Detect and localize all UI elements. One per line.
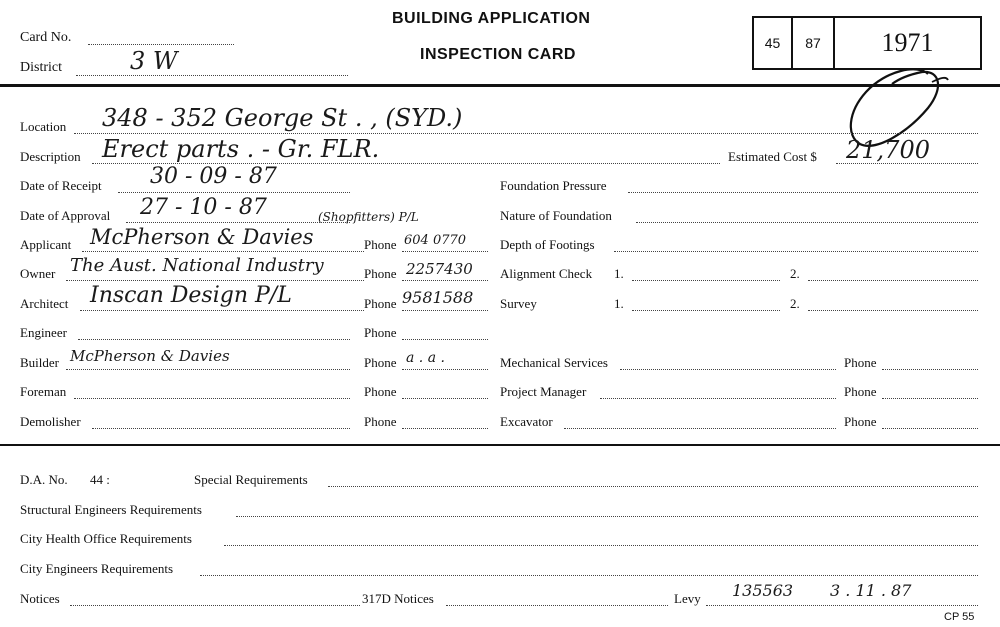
ref-box-2 <box>793 18 835 68</box>
levy-date: 3 . 11 . 87 <box>830 581 912 600</box>
levy-field[interactable] <box>706 605 978 606</box>
applicant-phone-label: Phone <box>364 237 397 252</box>
date-of-receipt-field[interactable] <box>118 192 350 193</box>
applicant-value: McPherson & Davies <box>90 225 314 249</box>
ref-box-3 <box>835 18 980 68</box>
engineer-field[interactable] <box>78 339 350 340</box>
levy-label: Levy <box>674 591 701 606</box>
city-engineers-label: City Engineers Requirements <box>20 561 174 576</box>
location-label: Location <box>20 119 67 134</box>
page-title-line1: BUILDING APPLICATION <box>392 10 591 27</box>
builder-value: McPherson & Davies <box>70 347 230 365</box>
alignment-check-label: Alignment Check <box>500 266 593 281</box>
date-of-receipt-label: Date of Receipt <box>20 178 102 193</box>
ref-box-1-value: 45 <box>764 35 781 51</box>
architect-field[interactable] <box>80 310 364 311</box>
special-requirements-field[interactable] <box>328 486 978 487</box>
levy-value: 135563 <box>732 581 794 600</box>
ref-box-3-value: 1971 <box>881 28 934 57</box>
location-field[interactable] <box>74 133 978 134</box>
applicant-note: (Shopfitters) P/L <box>318 210 419 224</box>
section-divider <box>0 444 1000 446</box>
date-of-approval-field[interactable] <box>126 222 350 223</box>
da-no-label: D.A. No. <box>20 472 68 487</box>
project-manager-phone-label: Phone <box>844 384 877 399</box>
foreman-label: Foreman <box>20 384 67 399</box>
mechanical-services-label: Mechanical Services <box>500 355 608 370</box>
mechanical-phone-label: Phone <box>844 355 877 370</box>
architect-label: Architect <box>20 296 69 311</box>
survey-label: Survey <box>500 296 537 311</box>
notices-317d-field[interactable] <box>446 605 668 606</box>
foreman-phone-label: Phone <box>364 384 397 399</box>
excavator-phone-field[interactable] <box>882 428 978 429</box>
owner-value: The Aust. National Industry <box>70 255 324 276</box>
notices-label: Notices <box>20 591 60 606</box>
special-requirements-label: Special Requirements <box>194 472 308 487</box>
owner-phone-value: 2257430 <box>406 260 473 278</box>
demolisher-phone-label: Phone <box>364 414 397 429</box>
engineer-phone-label: Phone <box>364 325 397 340</box>
applicant-phone-value: 604 0770 <box>404 233 467 248</box>
applicant-field[interactable] <box>82 251 364 252</box>
survey-num2: 2. <box>790 296 800 311</box>
engineer-phone-field[interactable] <box>402 339 488 340</box>
owner-label: Owner <box>20 266 56 281</box>
owner-field[interactable] <box>66 280 364 281</box>
date-of-approval-label: Date of Approval <box>20 208 111 223</box>
demolisher-label: Demolisher <box>20 414 81 429</box>
applicant-phone-field[interactable] <box>402 251 488 252</box>
card-no-label: Card No. <box>20 30 72 45</box>
city-health-field[interactable] <box>224 545 978 546</box>
card-no-field[interactable] <box>88 44 234 45</box>
nature-of-foundation-label: Nature of Foundation <box>500 208 612 223</box>
ref-box-1 <box>754 18 793 68</box>
builder-label: Builder <box>20 355 59 370</box>
project-manager-label: Project Manager <box>500 384 587 399</box>
foreman-field[interactable] <box>74 398 350 399</box>
engineer-label: Engineer <box>20 325 67 340</box>
applicant-label: Applicant <box>20 237 72 252</box>
depth-of-footings-field[interactable] <box>614 251 978 252</box>
builder-phone-value: a . a . <box>406 350 445 366</box>
foundation-pressure-field[interactable] <box>628 192 978 193</box>
estimated-cost-value: 21,700 <box>846 136 930 164</box>
da-no-value: 44 : <box>90 472 110 487</box>
survey-field-1[interactable] <box>632 310 780 311</box>
excavator-phone-label: Phone <box>844 414 877 429</box>
architect-phone-value: 9581588 <box>402 288 474 307</box>
builder-phone-field[interactable] <box>402 369 488 370</box>
district-value: 3 W <box>130 47 178 75</box>
alignment-check-field-1[interactable] <box>632 280 780 281</box>
date-of-approval-value: 27 - 10 - 87 <box>140 195 267 220</box>
survey-field-2[interactable] <box>808 310 978 311</box>
demolisher-phone-field[interactable] <box>402 428 488 429</box>
architect-value: Inscan Design P/L <box>90 283 292 308</box>
district-field[interactable] <box>76 75 348 76</box>
architect-phone-field[interactable] <box>402 310 488 311</box>
excavator-label: Excavator <box>500 414 553 429</box>
builder-field[interactable] <box>66 369 350 370</box>
description-value: Erect parts . - Gr. FLR. <box>102 135 380 163</box>
owner-phone-field[interactable] <box>402 280 488 281</box>
city-engineers-field[interactable] <box>200 575 978 576</box>
page-title-line2: INSPECTION CARD <box>420 46 576 63</box>
description-label: Description <box>20 149 81 164</box>
structural-engineers-label: Structural Engineers Requirements <box>20 502 202 517</box>
structural-engineers-field[interactable] <box>236 516 978 517</box>
project-manager-field[interactable] <box>600 398 836 399</box>
foundation-pressure-label: Foundation Pressure <box>500 178 607 193</box>
owner-phone-label: Phone <box>364 266 397 281</box>
excavator-field[interactable] <box>564 428 836 429</box>
depth-of-footings-label: Depth of Footings <box>500 237 595 252</box>
district-label: District <box>20 60 62 75</box>
mechanical-phone-field[interactable] <box>882 369 978 370</box>
form-code: CP 55 <box>944 611 975 623</box>
demolisher-field[interactable] <box>92 428 350 429</box>
ref-box-2-value: 87 <box>805 35 821 51</box>
city-health-label: City Health Office Requirements <box>20 531 192 546</box>
notices-field[interactable] <box>70 605 360 606</box>
foreman-phone-field[interactable] <box>402 398 488 399</box>
nature-of-foundation-field[interactable] <box>636 222 978 223</box>
alignment-check-field-2[interactable] <box>808 280 978 281</box>
mechanical-services-field[interactable] <box>620 369 836 370</box>
estimated-cost-label: Estimated Cost $ <box>728 149 817 164</box>
location-value: 348 - 352 George St . , (SYD.) <box>102 104 463 132</box>
date-of-receipt-value: 30 - 09 - 87 <box>150 164 277 189</box>
alignment-check-num2: 2. <box>790 266 800 281</box>
notices-317d-label: 317D Notices <box>362 591 434 606</box>
header-divider <box>0 84 1000 87</box>
survey-num1: 1. <box>614 296 624 311</box>
alignment-check-num1: 1. <box>614 266 624 281</box>
builder-phone-label: Phone <box>364 355 397 370</box>
project-manager-phone-field[interactable] <box>882 398 978 399</box>
architect-phone-label: Phone <box>364 296 397 311</box>
